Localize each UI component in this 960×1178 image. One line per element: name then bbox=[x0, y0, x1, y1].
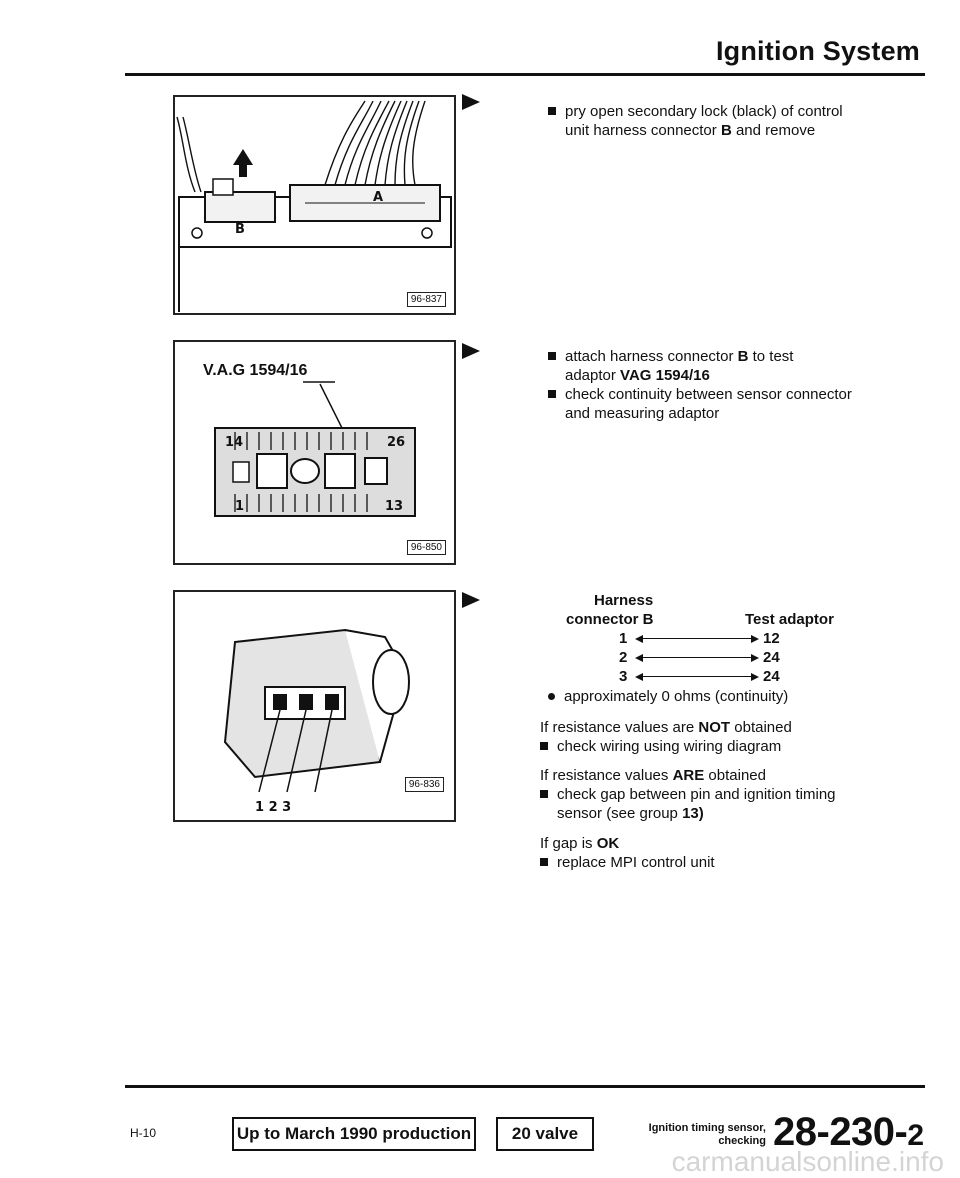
condition-not-obtained: If resistance values are NOT obtained check wiring using wiring diagram bbox=[540, 719, 792, 755]
pin-label-13: 13 bbox=[385, 499, 404, 514]
table-head-harness: Harness bbox=[594, 592, 654, 609]
table-row: 3 24 bbox=[619, 668, 780, 685]
figure-test-adaptor bbox=[173, 340, 456, 565]
figure-reference: 96-850 bbox=[407, 540, 446, 555]
page-code: 28-230-2 bbox=[773, 1110, 924, 1154]
step-arrow bbox=[462, 343, 480, 359]
valve-badge: 20 valve bbox=[496, 1117, 594, 1151]
table-row: 1 12 bbox=[619, 630, 780, 647]
table-row: 2 24 bbox=[619, 649, 780, 666]
bullet-icon bbox=[548, 352, 556, 360]
header-divider bbox=[125, 73, 925, 76]
connection-arrow-icon bbox=[637, 657, 757, 659]
bullet-icon bbox=[540, 742, 548, 750]
page-left-number: H-10 bbox=[130, 1126, 157, 1140]
connection-arrow-icon bbox=[637, 676, 757, 678]
dot-bullet-icon bbox=[548, 693, 555, 700]
bullet-icon bbox=[548, 107, 556, 115]
figure-reference: 96-836 bbox=[405, 777, 444, 792]
pin-label-14: 14 bbox=[225, 435, 244, 450]
bullet-icon bbox=[540, 790, 548, 798]
pin-label-1: 1 bbox=[235, 499, 245, 514]
production-badge: Up to March 1990 production bbox=[232, 1117, 476, 1151]
condition-gap-ok: If gap is OK replace MPI control unit bbox=[540, 835, 715, 871]
bullet-icon bbox=[548, 390, 556, 398]
bullet-icon bbox=[540, 858, 548, 866]
sensor-pin-labels: 1 2 3 bbox=[255, 800, 292, 815]
control-unit-illustration bbox=[175, 97, 454, 313]
condition-obtained: If resistance values ARE obtained check gap between pin and ignition timing sensor (see group 13) bbox=[540, 767, 836, 822]
continuity-note: approximately 0 ohms (continuity) bbox=[548, 687, 788, 706]
figure-control-unit-connector bbox=[173, 95, 456, 315]
connector-a-label: A bbox=[373, 190, 384, 205]
footer-divider bbox=[125, 1085, 925, 1088]
connection-arrow-icon bbox=[637, 638, 757, 640]
step-arrow bbox=[462, 592, 480, 608]
pin-label-26: 26 bbox=[387, 435, 406, 450]
connector-b-label: B bbox=[235, 222, 245, 237]
table-head-connector: connector B bbox=[566, 611, 654, 628]
figure-reference: 96-837 bbox=[407, 292, 446, 307]
step-1-text: pry open secondary lock (black) of control unit harness connector B and remove bbox=[548, 102, 928, 140]
tool-label: V.A.G 1594/16 bbox=[203, 362, 308, 379]
watermark: carmanualsonline.info bbox=[671, 1146, 944, 1177]
page-title: Ignition System bbox=[715, 36, 920, 66]
step-2-text: attach harness connector B to test adaptor VAG 1594/16 check continuity between sensor connector and measuring adaptor bbox=[548, 347, 928, 423]
adaptor-illustration bbox=[175, 342, 454, 563]
step-arrow bbox=[462, 94, 480, 110]
figure-sensor-connector bbox=[173, 590, 456, 822]
table-head-adaptor: Test adaptor bbox=[745, 611, 834, 628]
section-description: Ignition timing sensor, checking bbox=[648, 1122, 766, 1147]
